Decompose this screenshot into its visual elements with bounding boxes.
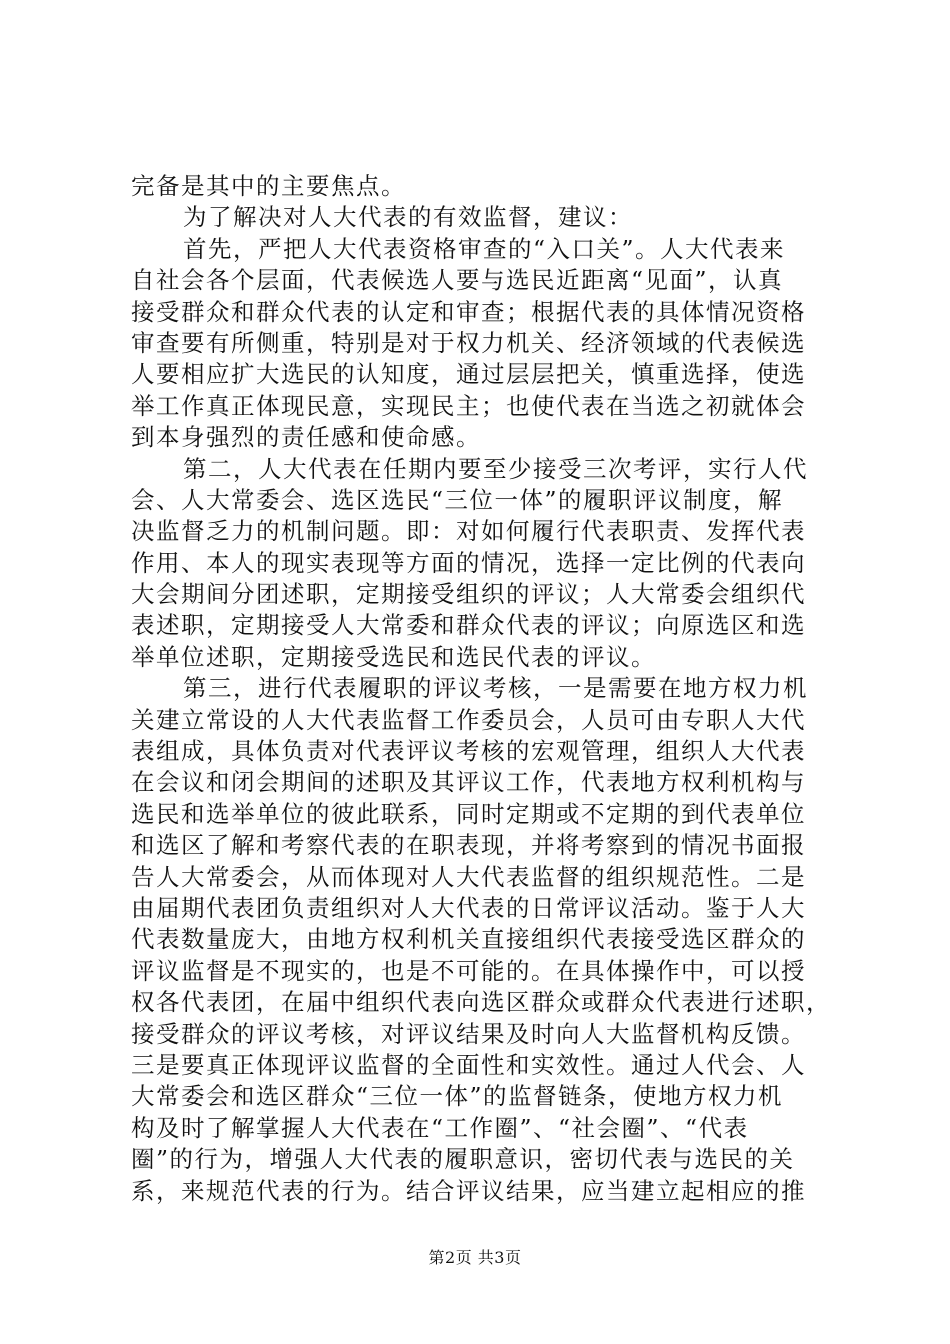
text-line: 权各代表团，在届中组织代表向选区群众或群众代表进行述职， — [131, 988, 831, 1017]
text-line: 大常委会和选区群众“三位一体”的监督链条，使地方权力机 — [131, 1082, 784, 1111]
text-line: 三是要真正体现评议监督的全面性和实效性。通过人代会、人 — [131, 1050, 806, 1079]
text-line: 关建立常设的人大代表监督工作委员会，人员可由专职人大代 — [131, 705, 806, 734]
text-line: 到本身强烈的责任感和使命感。 — [131, 423, 481, 452]
text-line: 在会议和闭会期间的述职及其评议工作，代表地方权利机构与 — [131, 768, 806, 797]
text-line: 首先，严把人大代表资格审查的“入口关”。人大代表来 — [183, 234, 786, 263]
text-line: 审查要有所侧重，特别是对于权力机关、经济领域的代表候选 — [131, 328, 806, 357]
text-line: 接受群众的评议考核，对评议结果及时向人大监督机构反馈。 — [131, 1019, 806, 1048]
text-line: 系，来规范代表的行为。结合评议结果，应当建立起相应的推 — [131, 1176, 806, 1205]
page-footer: 第2页 共3页 — [428, 1248, 522, 1267]
text-line: 告人大常委会，从而体现对人大代表监督的组织规范性。二是 — [131, 862, 806, 891]
text-line: 表述职，定期接受人大常委和群众代表的评议；向原选区和选 — [131, 611, 806, 640]
text-line: 决监督乏力的机制问题。即：对如何履行代表职责、发挥代表 — [131, 517, 806, 546]
text-line: 会、人大常委会、选区选民“三位一体”的履职评议制度，解 — [131, 485, 784, 514]
text-line: 表组成，具体负责对代表评议考核的宏观管理，组织人大代表 — [131, 737, 806, 766]
text-line: 举工作真正体现民意，实现民主；也使代表在当选之初就体会 — [131, 391, 806, 420]
text-line: 第三，进行代表履职的评议考核，一是需要在地方权力机 — [183, 674, 808, 703]
text-line: 自社会各个层面，代表候选人要与选民近距离“见面”，认真 — [131, 266, 784, 295]
text-line: 评议监督是不现实的，也是不可能的。在具体操作中，可以授 — [131, 956, 806, 985]
text-line: 第二，人大代表在任期内要至少接受三次考评，实行人代 — [183, 454, 808, 483]
text-line: 为了解决对人大代表的有效监督，建议： — [183, 203, 633, 232]
text-line: 圈”的行为，增强人大代表的履职意识，密切代表与选民的关 — [131, 1145, 795, 1174]
document-body — [131, 171, 831, 1207]
text-line: 举单位述职，定期接受选民和选民代表的评议。 — [131, 642, 656, 671]
text-line: 和选区了解和考察代表的在职表现，并将考察到的情况书面报 — [131, 831, 806, 860]
text-line: 构及时了解掌握人大代表在“工作圈”、“社会圈”、“代表 — [131, 1113, 749, 1142]
text-line: 完备是其中的主要焦点。 — [131, 172, 406, 200]
text-line: 接受群众和群众代表的认定和审查；根据代表的具体情况资格 — [131, 297, 806, 326]
text-line: 选民和选举单位的彼此联系，同时定期或不定期的到代表单位 — [131, 799, 806, 828]
text-line: 代表数量庞大，由地方权利机关直接组织代表接受选区群众的 — [131, 925, 806, 954]
text-line: 由届期代表团负责组织对人大代表的日常评议活动。鉴于人大 — [131, 893, 806, 922]
text-line: 人要相应扩大选民的认知度，通过层层把关，慎重选择，使选 — [131, 360, 806, 389]
text-line: 作用、本人的现实表现等方面的情况，选择一定比例的代表向 — [131, 548, 806, 577]
text-line: 大会期间分团述职，定期接受组织的评议；人大常委会组织代 — [131, 580, 806, 609]
